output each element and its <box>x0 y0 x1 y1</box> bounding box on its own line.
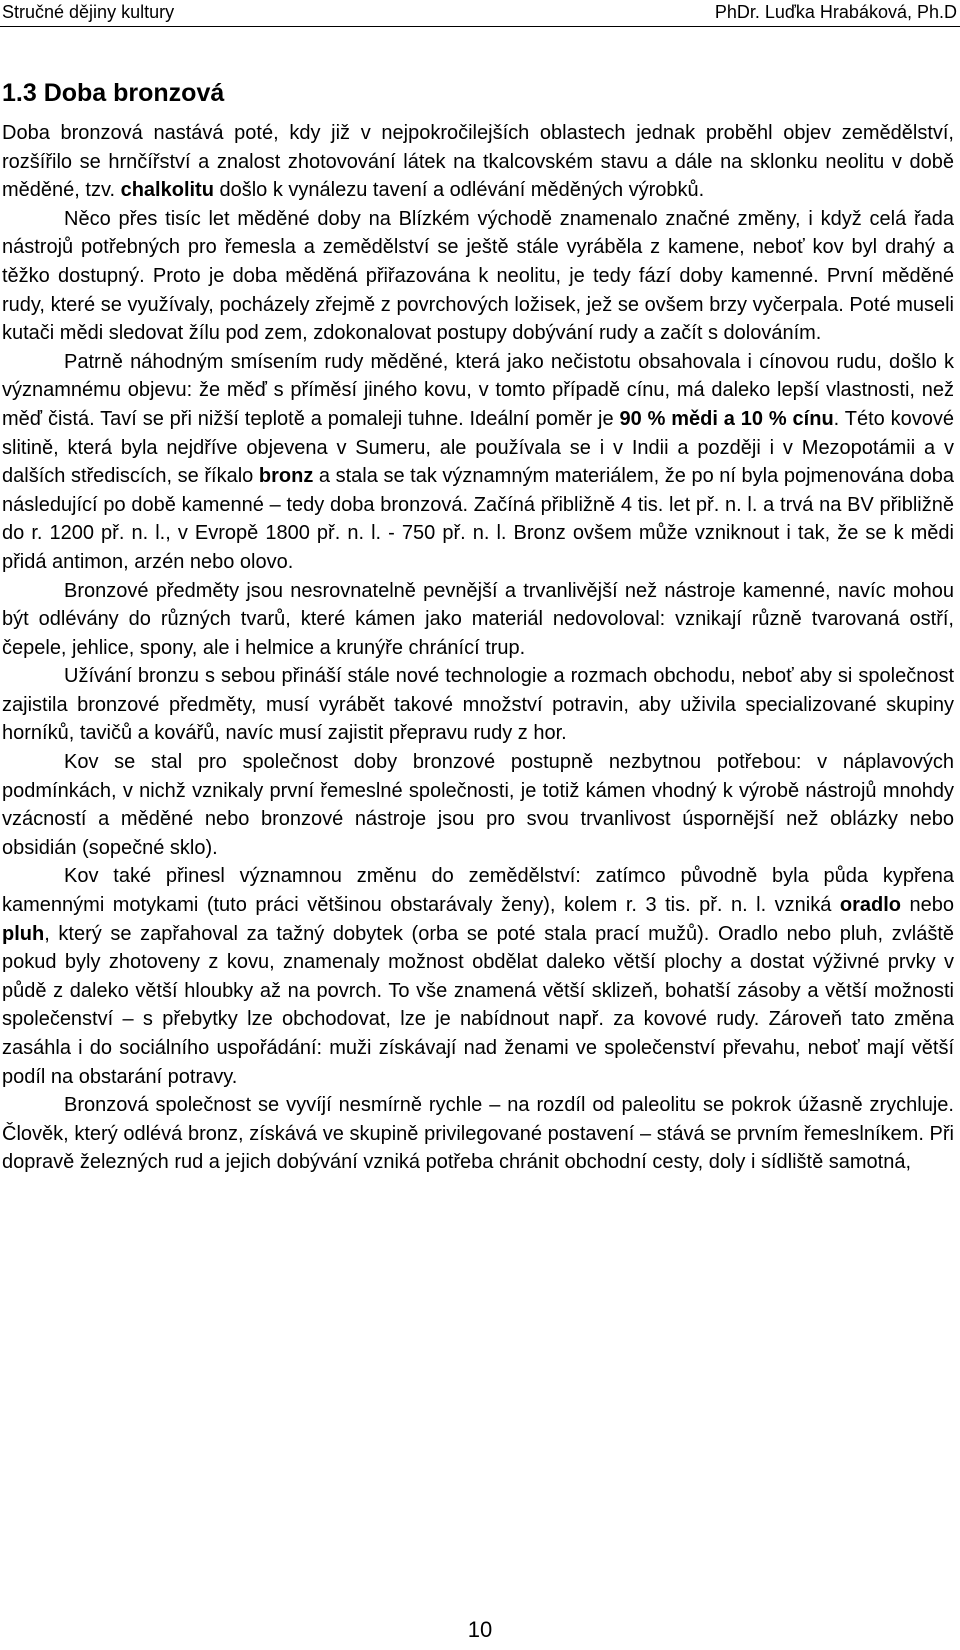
paragraph <box>2 348 954 577</box>
section-heading: 1.3 Doba bronzová <box>2 79 225 107</box>
page-number: 10 <box>467 1617 493 1642</box>
text-run: Užívání bronzu s sebou přináší stále nové technologie a rozmach obchodu, neboť aby si společnost zajistila bronzové předměty, musí vyrábět takové množství potravin, aby uživila specializované skupiny horníků, tavičů a kovářů, navíc musí zajistit přepravu rudy z hor. <box>2 665 954 745</box>
bold-term: chalkolitu <box>120 179 214 202</box>
page-footer <box>0 1618 960 1642</box>
paragraph <box>2 119 954 205</box>
text-run: došlo k vynálezu tavení a odlévání měděných výrobků. <box>213 179 705 202</box>
text-run: , který se zapřahoval za tažný dobytek (orba se poté stala prací mužů). Oradlo nebo pluh, zvláště pokud byly zhotoveny z kovu, znamenaly možnost obdělat daleko větší plochy a dostat výživné prvky v půdě z daleko větší hloubky až na povrch. To vše znamená větší sklizeň, bohatší zásoby a větší možnosti společenství – s přebytky lze obchodovat, lze je nabídnout např. za kovové rudy. Zároveň tato změna zasáhla i do sociálního uspořádání: muži získávají nad ženami ve společenství převahu, neboť mají větší podíl na obstarání potravy. <box>2 922 954 1088</box>
body-text <box>2 119 954 1177</box>
paragraph <box>2 1091 954 1177</box>
text-run: . Této kovové slitině, která byla nejdříve objevena v Sumeru, ale používala se i v Indii a později i v Mezopotámii a v dalších střediscích, se říkalo <box>2 407 954 488</box>
paragraph <box>2 748 954 862</box>
text-run: a stala se tak významným materiálem, že po ní byla pojmenována doba následující po době kamenné – tedy doba bronzová. Začíná přibližně 4 tis. let př. n. l. a trvá na BV přibližně do r. 1200 př. n. l., v Evropě 1800 př. n. l. - 750 př. n. l. Bronz ovšem může vzniknout i tak, že se k mědi přidá antimon, arzén nebo olovo. <box>2 465 954 573</box>
text-run: Bronzové předměty jsou nesrovnatelně pevnější a trvanlivější než nástroje kamenné, navíc mohou být odlévány do různých tvarů, které kámen jako materiál nedovoloval: vznikají různě tvarovaná ostří, čepele, jehlice, spony, ale i helmice a krunýře chránící trup. <box>2 579 954 659</box>
text-run: Doba bronzová nastává poté, kdy již v nejpokročilejších oblastech jednak proběhl objev zemědělství, rozšířilo se hrnčířství a znalost zhotovování látek na tkalcovském stavu a dále na sklonku neolitu v době měděné, tzv. <box>2 122 954 202</box>
paragraph <box>2 577 954 663</box>
header-document-title: Stručné dějiny kultury <box>2 2 175 22</box>
paragraph <box>2 662 954 748</box>
bold-term: oradlo <box>839 894 901 917</box>
text-run: Kov se stal pro společnost doby bronzové postupně nezbytnou potřebou: v náplavových podmínkách, v nichž vznikaly první řemeslné společnosti, je totiž kámen vhodný k výrobě nástrojů mnohdy vzácností a měděné nebo bronzové nástroje jsou pro svou trvanlivost úspornější než oblázky nebo obsidián (sopečné sklo). <box>2 751 954 859</box>
bold-term: 90 % mědi a 10 % cínu <box>619 407 834 430</box>
paragraph <box>2 205 954 348</box>
page-header <box>0 0 960 27</box>
bold-term: bronz <box>258 465 314 488</box>
text-run: Kov také přinesl významnou změnu do zemědělství: zatímco původně byla půda kypřena kamennými motykami (tuto práci většinou obstarávaly ženy), kolem r. 3 tis. př. n. l. vzniká <box>2 865 954 917</box>
text-run: nebo <box>901 894 954 917</box>
bold-term: pluh <box>2 922 45 945</box>
paragraph <box>2 862 954 1091</box>
header-author: PhDr. Luďka Hrabáková, Ph.D <box>714 2 957 22</box>
text-run: Patrně náhodným smísením rudy měděné, která jako nečistotu obsahovala i cínovou rudu, došlo k významnému objevu: že měď s příměsí jiného kovu, v tomto případě cínu, má daleko lepší vlastnosti, než měď čistá. Taví se při nižší teplotě a pomaleji tuhne. Ideální poměr je <box>2 350 954 430</box>
text-run: Něco přes tisíc let měděné doby na Blízkém východě znamenalo značné změny, i když celá řada nástrojů potřebných pro řemesla a zemědělství se ještě stále vyráběla z kamene, neboť kov byl drahý a těžko dostupný. Proto je doba měděná přiřazována k neolitu, je tedy fází doby kamenné. První měděné rudy, které se využívaly, pocházely zřejmě z povrchových ložisek, jež se ovšem brzy vyčerpala. Poté museli kutači mědi sledovat žílu pod zem, zdokonalovat postupy dobývání rudy a začít s dolováním. <box>2 207 954 345</box>
text-run: Bronzová společnost se vyvíjí nesmírně rychle – na rozdíl od paleolitu se pokrok úžasně zrychluje. Člověk, který odlévá bronz, získává ve skupině privilegované postavení – stává se prvním řemeslníkem. Při dopravě železných rud a jejich dobývání vzniká potřeba chránit obchodní cesty, doly i sídliště samotná, <box>2 1094 954 1174</box>
